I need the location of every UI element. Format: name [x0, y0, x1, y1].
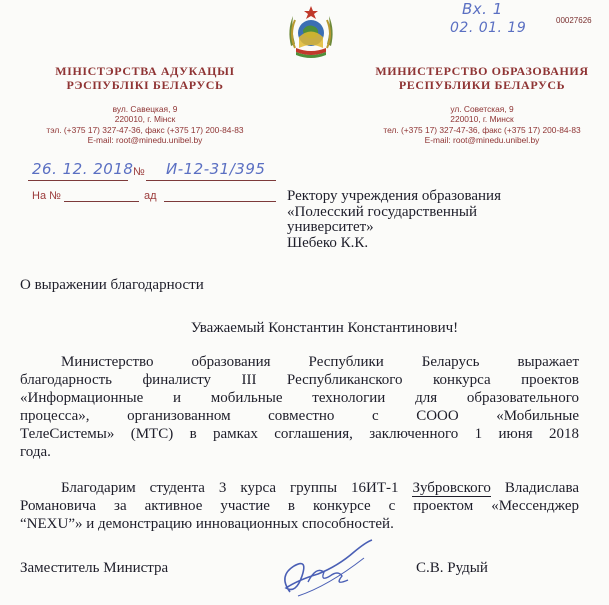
from-underline: [164, 201, 276, 202]
signatory-name: С.В. Рудый: [416, 560, 488, 576]
letter-date: 26. 12. 2018: [32, 160, 134, 178]
left-header-email: E-mail: root@minedu.unibel.by: [87, 135, 203, 146]
student-surname: Зубровского: [412, 480, 491, 496]
from-label: ад: [144, 190, 157, 202]
paragraph-2-line3: “NEXU”» и демонстрацию инновационных способностей.: [20, 516, 394, 532]
recipient-line3: университет»: [287, 219, 374, 235]
paragraph-2-line2: Романовича за активное участие в конкурсе с проектом «Мессенджер: [20, 498, 579, 514]
right-header-street: ул. Советская, 9: [450, 104, 514, 114]
number-label: №: [133, 166, 145, 178]
paragraph-1-line4: процесса», организованном совместно с СООО «Мобильные: [20, 408, 579, 424]
reply-to-label: На №: [32, 190, 61, 202]
paragraph-1: [20, 353, 579, 461]
reply-to-underline: [64, 201, 139, 202]
paragraph-2-line1-start: Благодарим студента 3 курса группы 16ИТ-1: [61, 480, 413, 496]
left-header-street: вул. Савецкая, 9: [112, 104, 178, 114]
letter-number: И-12-31/395: [166, 160, 266, 178]
paragraph-1-line1: Министерство образования Республики Беларусь выражает: [61, 354, 579, 370]
state-emblem-icon: [285, 4, 337, 62]
letter-subject: О выражении благодарности: [20, 277, 204, 293]
paragraph-1-line6: года.: [20, 444, 51, 460]
recipient-block: [287, 189, 501, 251]
date-underline: [28, 180, 128, 181]
right-header-city: 220010, г. Минск: [450, 114, 514, 125]
recipient-line4: Шебеко К.К.: [287, 234, 369, 251]
left-header-title-line1: МІНІСТЭРСТВА АДУКАЦЫІ: [55, 64, 235, 78]
left-header-phone: тэл. (+375 17) 327-47-36, факс (+375 17) 200-84-83: [46, 124, 244, 135]
right-header-email: E-mail: root@minedu.unibel.by: [424, 135, 540, 146]
incoming-stamp-date: 02. 01. 19: [450, 20, 527, 36]
right-header-title-line1: МИНИСТЕРСТВО ОБРАЗОВАНИЯ: [375, 64, 589, 78]
incoming-stamp-label: Вх. 1: [462, 0, 503, 18]
paragraph-2-line1-end: Владислава: [490, 480, 579, 496]
paragraph-1-line2: благодарность финалисту III Республиканского конкурса проектов: [20, 372, 579, 388]
letter-greeting: Уважаемый Константин Константинович!: [190, 320, 459, 336]
right-header-phone: тел. (+375 17) 327-47-36, факс (+375 17) 200-84-83: [383, 124, 581, 135]
paragraph-2: [20, 479, 579, 533]
paragraph-1-line3: «Информационные и мобильные технологии для образовательного: [20, 390, 579, 406]
number-underline: [146, 180, 276, 181]
paragraph-2-line1: [20, 479, 579, 497]
right-header: [356, 64, 608, 146]
left-header-city: 220010, г. Мінск: [114, 114, 176, 125]
handwritten-signature: [268, 536, 378, 600]
paragraph-1-line5: ТелеСистемы» (МТС) в рамках соглашения, заключенного 1 июня 2018: [20, 426, 579, 442]
document-number: 00027626: [556, 16, 592, 25]
left-header-title-line2: РЭСПУБЛІКІ БЕЛАРУСЬ: [66, 78, 224, 92]
recipient-line1: Ректору учреждения образования: [287, 188, 501, 204]
left-header: [20, 64, 270, 146]
signatory-position: Заместитель Министра: [20, 560, 169, 576]
right-header-title-line2: РЕСПУБЛИКИ БЕЛАРУСЬ: [398, 78, 566, 92]
recipient-line2: «Полесский государственный: [287, 203, 478, 220]
